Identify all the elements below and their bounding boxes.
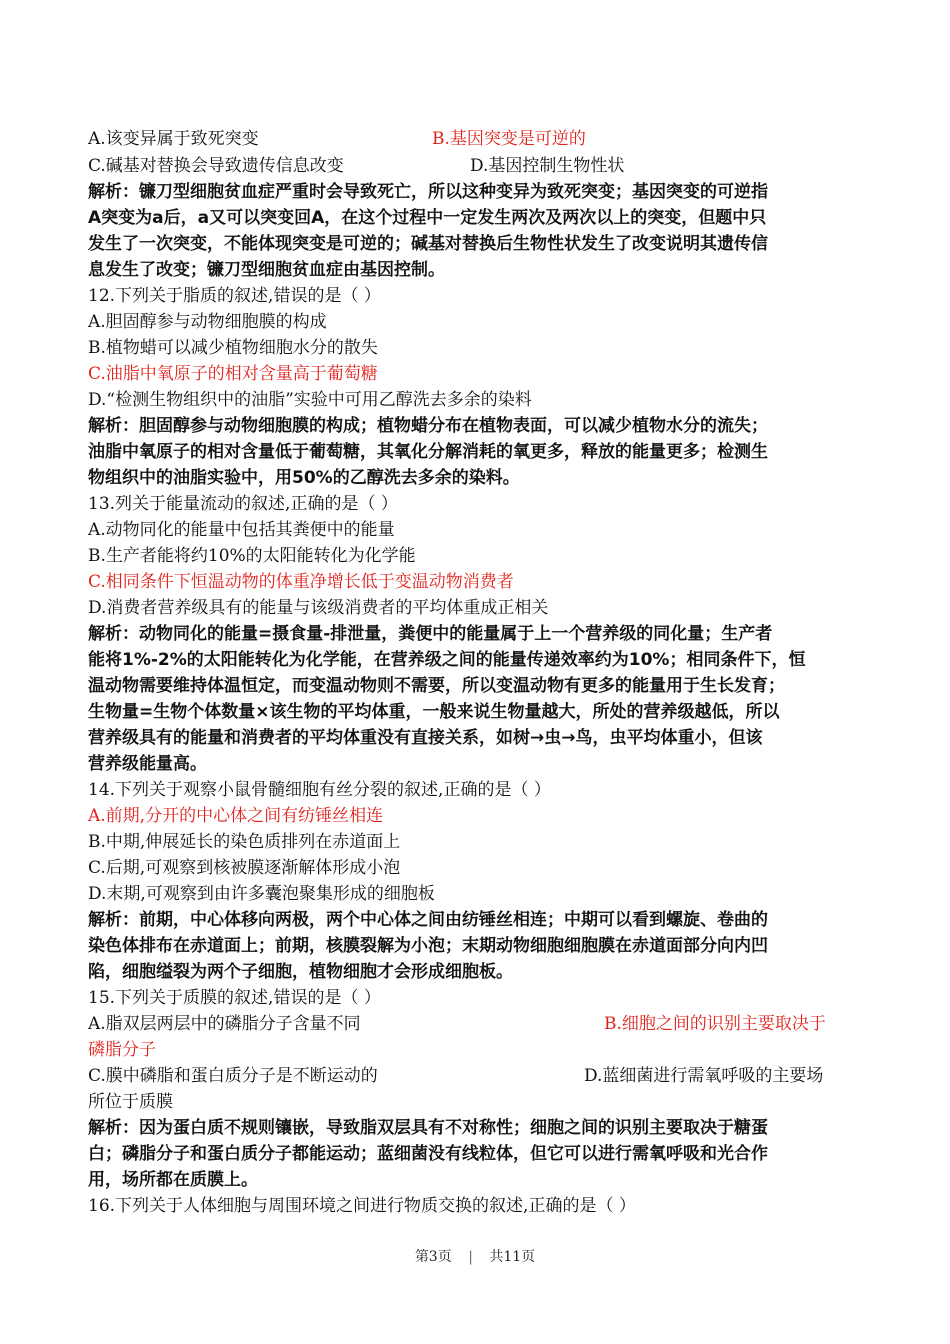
q11-option-a: A.该变异属于致死突变 xyxy=(88,129,259,149)
q12-analysis-line: 油脂中氧原子的相对含量低于葡萄糖，其氧化分解消耗的氧更多，释放的能量更多；检测生 xyxy=(88,442,768,462)
q15-option-b-answer-cont: 磷脂分子 xyxy=(88,1040,156,1060)
q13-option-c-answer: C.相同条件下恒温动物的体重净增长低于变温动物消费者 xyxy=(88,572,514,592)
q11-analysis-line: 解析：镰刀型细胞贫血症严重时会导致死亡，所以这种变异为致死突变；基因突变的可逆指 xyxy=(88,182,768,202)
q13-analysis-line: 生物量=生物个体数量×该生物的平均体重，一般来说生物量越大，所处的营养级越低，所以 xyxy=(88,702,780,722)
q14-analysis-line: 染色体排布在赤道面上；前期，核膜裂解为小泡；末期动物细胞细胞膜在赤道面部分向内凹 xyxy=(88,936,768,956)
q12-option-b: B.植物蜡可以减少植物细胞水分的散失 xyxy=(88,338,378,358)
q15-option-d: D.蓝细菌进行需氧呼吸的主要场 xyxy=(584,1066,824,1086)
q12-analysis-line: 物组织中的油脂实验中，用50%的乙醇洗去多余的染料。 xyxy=(88,468,520,488)
q14-option-a-answer: A.前期,分开的中心体之间有纺锤丝相连 xyxy=(88,806,384,826)
q13-analysis-line: 解析：动物同化的能量=摄食量-排泄量，粪便中的能量属于上一个营养级的同化量；生产者 xyxy=(88,624,773,644)
q13-analysis-line: 温动物需要维持体温恒定，而变温动物则不需要，所以变温动物有更多的能量用于生长发育； xyxy=(88,676,785,696)
footer-separator: | xyxy=(468,1249,473,1265)
page-total: 共11页 xyxy=(489,1249,536,1265)
q13-option-b: B.生产者能将约10%的太阳能转化为化学能 xyxy=(88,546,416,566)
q12-option-c-answer: C.油脂中氧原子的相对含量高于葡萄糖 xyxy=(88,364,378,384)
q11-option-b-answer: B.基因突变是可逆的 xyxy=(432,129,586,149)
q15-analysis-line: 解析：因为蛋白质不规则镶嵌，导致脂双层具有不对称性；细胞之间的识别主要取决于糖蛋 xyxy=(88,1118,768,1138)
q11-analysis-line: 息发生了改变；镰刀型细胞贫血症由基因控制。 xyxy=(88,260,445,280)
q15-analysis-line: 用，场所都在质膜上。 xyxy=(88,1170,258,1190)
q12-option-a: A.胆固醇参与动物细胞膜的构成 xyxy=(88,312,327,332)
q15-stem: 15.下列关于质膜的叙述,错误的是（ ） xyxy=(88,988,381,1008)
page-footer xyxy=(0,1246,950,1266)
q13-analysis-line: 营养级具有的能量和消费者的平均体重没有直接关系，如树→虫→鸟，虫平均体重小，但该 xyxy=(88,728,763,748)
q15-option-d-cont: 所位于质膜 xyxy=(88,1092,173,1112)
q15-option-b-answer: B.细胞之间的识别主要取决于 xyxy=(604,1014,826,1034)
q13-analysis-line: 营养级能量高。 xyxy=(88,754,207,774)
q11-analysis-line: 发生了一次突变，不能体现突变是可逆的；碱基对替换后生物性状发生了改变说明其遗传信 xyxy=(88,234,768,254)
q11-option-c: C.碱基对替换会导致遗传信息改变 xyxy=(88,156,344,176)
q13-analysis-line: 能将1%-2%的太阳能转化为化学能，在营养级之间的能量传递效率约为10%；相同条件下，恒 xyxy=(88,650,806,670)
q15-option-c: C.膜中磷脂和蛋白质分子是不断运动的 xyxy=(88,1066,378,1086)
q16-stem: 16.下列关于人体细胞与周围环境之间进行物质交换的叙述,正确的是（ ） xyxy=(88,1196,636,1216)
q14-stem: 14.下列关于观察小鼠骨髓细胞有丝分裂的叙述,正确的是（ ） xyxy=(88,780,551,800)
q11-option-d: D.基因控制生物性状 xyxy=(470,156,625,176)
q13-stem: 13.列关于能量流动的叙述,正确的是（ ） xyxy=(88,494,398,514)
q12-stem: 12.下列关于脂质的叙述,错误的是（ ） xyxy=(88,286,381,306)
q13-option-d: D.消费者营养级具有的能量与该级消费者的平均体重成正相关 xyxy=(88,598,549,618)
q14-option-c: C.后期,可观察到核被膜逐渐解体形成小泡 xyxy=(88,858,401,878)
q15-option-a: A.脂双层两层中的磷脂分子含量不同 xyxy=(88,1014,361,1034)
q12-analysis-line: 解析：胆固醇参与动物细胞膜的构成；植物蜡分布在植物表面，可以减少植物水分的流失； xyxy=(88,416,768,436)
q13-option-a: A.动物同化的能量中包括其粪便中的能量 xyxy=(88,520,395,540)
q12-option-d: D.“检测生物组织中的油脂”实验中可用乙醇洗去多余的染料 xyxy=(88,390,532,410)
q14-option-d: D.末期,可观察到由许多囊泡聚集形成的细胞板 xyxy=(88,884,435,904)
q15-analysis-line: 白；磷脂分子和蛋白质分子都能运动；蓝细菌没有线粒体，但它可以进行需氧呼吸和光合作 xyxy=(88,1144,768,1164)
q14-option-b: B.中期,伸展延长的染色质排列在赤道面上 xyxy=(88,832,401,852)
q14-analysis-line: 解析：前期，中心体移向两极，两个中心体之间由纺锤丝相连；中期可以看到螺旋、卷曲的 xyxy=(88,910,768,930)
q14-analysis-line: 陷，细胞缢裂为两个子细胞，植物细胞才会形成细胞板。 xyxy=(88,962,513,982)
q11-analysis-line: A突变为a后，a又可以突变回A，在这个过程中一定发生两次及两次以上的突变，但题中只 xyxy=(88,208,767,228)
page-number: 第3页 xyxy=(414,1249,452,1265)
